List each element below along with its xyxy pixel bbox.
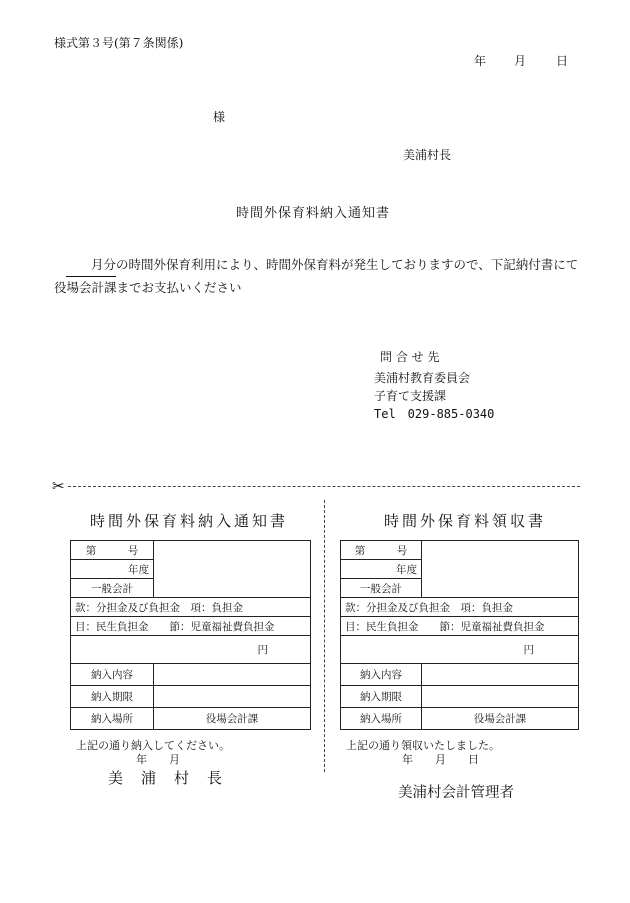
document-title: 時間外保育料納入通知書	[236, 206, 391, 221]
left-content-label: 納入内容	[71, 664, 154, 686]
left-slip-table	[70, 540, 311, 730]
right-no: 第 号	[341, 541, 422, 560]
right-header-blank	[422, 541, 579, 598]
sender-name: 美浦村長	[403, 148, 452, 162]
right-deadline-label: 納入期限	[341, 686, 422, 708]
left-amount: 円	[71, 636, 311, 664]
contact-label: 問 合 せ 先	[380, 350, 440, 364]
left-deadline-label: 納入期限	[71, 686, 154, 708]
right-slip-title: 時間外保育料領収書	[384, 512, 547, 530]
right-issuer: 美浦村会計管理者	[398, 785, 514, 801]
right-date: 年 月 日	[402, 753, 479, 766]
right-slip-table	[340, 540, 579, 730]
addressee-honorific: 様	[213, 110, 226, 124]
right-place-label: 納入場所	[341, 708, 422, 730]
slip-divider	[324, 500, 325, 772]
right-content-value	[422, 664, 579, 686]
cut-line	[68, 486, 580, 487]
left-content-value	[154, 664, 311, 686]
left-date: 年 月	[136, 753, 180, 766]
right-sub-line: 目：民生負担金 節：児童福祉費負担金	[341, 617, 579, 636]
date-day: 日	[556, 54, 569, 68]
left-account: 一般会計	[71, 579, 154, 598]
left-deadline-value	[154, 686, 311, 708]
left-sub-line: 目：民生負担金 節：児童福祉費負担金	[71, 617, 311, 636]
right-deadline-value	[422, 686, 579, 708]
right-content-label: 納入内容	[341, 664, 422, 686]
left-no: 第 号	[71, 541, 154, 560]
left-place-value: 役場会計課	[154, 708, 311, 730]
contact-tel: Tel 029-885-0340	[374, 407, 495, 421]
right-item-line: 款：分担金及び負担金 項：負担金	[341, 598, 579, 617]
left-place-label: 納入場所	[71, 708, 154, 730]
right-account: 一般会計	[341, 579, 422, 598]
contact-org: 美浦村教育委員会	[374, 371, 471, 385]
left-slip-title: 時間外保育料納入通知書	[90, 512, 289, 530]
month-blank: 月分	[66, 254, 116, 277]
date-year: 年	[474, 54, 487, 68]
form-number: 様式第３号(第７条関係)	[54, 36, 184, 50]
scissors-icon: ✂	[52, 477, 65, 495]
left-note: 上記の通り納入してください。	[76, 739, 230, 752]
body-text: の時間外保育利用により、時間外保育料が発生しておりますので、下記納付書にて役場会計課までお支払いください	[54, 257, 579, 295]
contact-section: 子育て支援課	[374, 389, 447, 403]
left-item-line: 款：分担金及び負担金 項：負担金	[71, 598, 311, 617]
left-issuer: 美浦村長	[108, 769, 241, 787]
right-note: 上記の通り領収いたしました。	[346, 739, 500, 752]
left-fiscal-year: 年度	[71, 560, 154, 579]
left-header-blank	[154, 541, 311, 598]
date-month: 月	[514, 54, 527, 68]
right-place-value: 役場会計課	[422, 708, 579, 730]
body-paragraph	[54, 254, 584, 299]
right-fiscal-year: 年度	[341, 560, 422, 579]
right-amount: 円	[341, 636, 579, 664]
